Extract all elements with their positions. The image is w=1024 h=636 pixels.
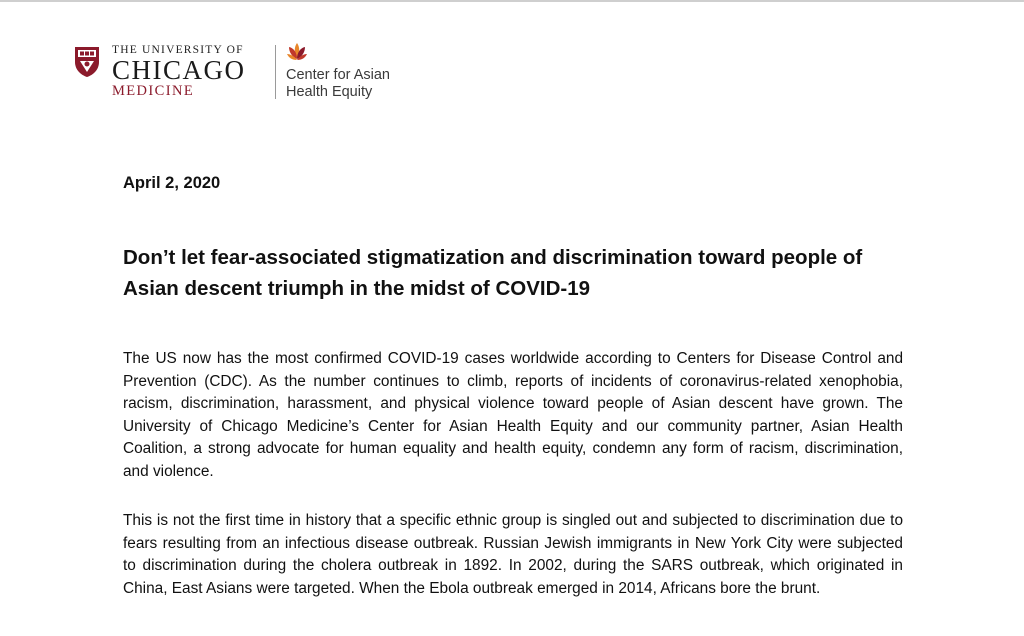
uchicago-line-chicago: CHICAGO [112, 55, 246, 85]
center-name-line1: Center for Asian [286, 67, 390, 83]
uchicago-medicine-logo [74, 44, 264, 106]
letter-headline: Don’t let fear-associated stigmatization and discrimination toward people of Asian descent triumph in the midst of COVID-19 [123, 246, 863, 300]
logo-divider [275, 45, 276, 99]
lotus-icon [286, 42, 308, 62]
center-asian-health-equity-logo [286, 42, 426, 104]
uchicago-line-university-of: THE UNIVERSITY OF [112, 44, 244, 56]
body-paragraph-1: The US now has the most confirmed COVID-19 cases worldwide according to Centers for Disease Control and Prevention (CDC). As the number continues to climb, reports of incidents of coronavirus-related xenophobia, racism, discrimination, harassment, and physical violence toward people of Asian descent have grown. The University of Chicago Medicine’s Center for Asian Health Equity and our community partner, Asian Health Coalition, a strong advocate for human equality and health equity, condemn any form of racism, discrimination, and violence. [123, 350, 903, 480]
letter-date: April 2, 2020 [123, 174, 221, 192]
center-name-line2: Health Equity [286, 84, 373, 100]
body-paragraph-2: This is not the first time in history that a specific ethnic group is singled out and subjected to discrimination due to fears resulting from an infectious disease outbreak. Russian Jewish immigrants in New York City were subjected to discrimination during the cholera outbreak in 1892. In 2002, during the SARS outbreak, which originated in China, East Asians were targeted. When the Ebola outbreak emerged in 2014, Africans bore the brunt. [123, 512, 903, 597]
uchicago-line-medicine: MEDICINE [112, 83, 195, 99]
shield-crest-icon [74, 46, 100, 78]
